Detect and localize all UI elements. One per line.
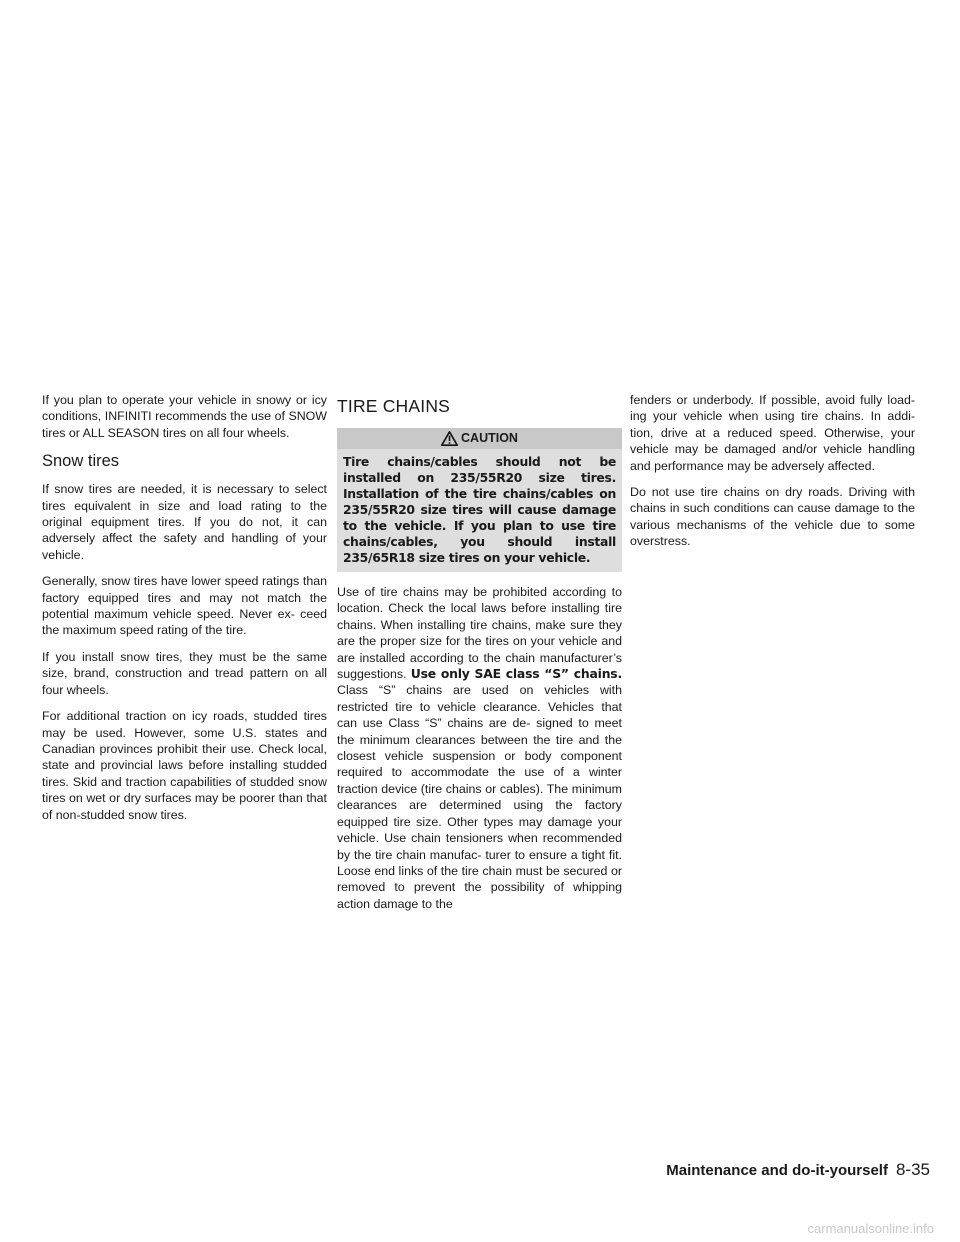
page-number: 8-35 <box>895 1160 930 1179</box>
continued-paragraph-2: Do not use tire chains on dry roads. Driving with chains in such conditions can cause damage to the various mechanisms of the vehicle due to some overstress. <box>630 485 915 549</box>
caution-text: Tire chains/cables should not be installed on 235/55R20 size tires. Installation of the tire chains/cables on 235/55R20 size tires will cause damage to the vehicle. If you plan to use tire chains/cables, you should install 235/65R18 size tires on your vehicle. <box>343 454 616 565</box>
chains-paragraph <box>337 584 622 912</box>
caution-header <box>337 428 622 449</box>
chains-text-a: Use of tire chains may be prohibited according to location. Check the local laws before installing tire chains. When installing tire chains, make sure they are the proper size for the tires on your vehicle and are installed according to the chain manufacturer’s suggestions. <box>337 585 622 682</box>
column-left <box>42 392 327 833</box>
snow-paragraph-4: For additional traction on icy roads, studded tires may be used. However, some U.S. states and Canadian provinces prohibit their use. Check local, state and provincial laws before installing studded tires. Skid and traction capabilities of studded snow tires on wet or dry surfaces may be poorer than that of non-studded snow tires. <box>42 709 327 822</box>
snow-paragraph-2: Generally, snow tires have lower speed ratings than factory equipped tires and may not match the potential maximum vehicle speed. Never ex- ceed the maximum speed rating of the tire. <box>42 574 327 638</box>
page-footer <box>650 1160 930 1180</box>
caution-title: CAUTION <box>461 431 518 445</box>
snow-paragraph-3: If you install snow tires, they must be the same size, brand, construction and tread pattern on all four wheels. <box>42 649 327 697</box>
caution-box <box>337 428 622 572</box>
intro-paragraph: If you plan to operate your vehicle in snowy or icy conditions, INFINITI recommends the use of SNOW tires or ALL SEASON tires on all four wheels. <box>42 393 327 440</box>
footer-section-title: Maintenance and do-it-yourself <box>666 1162 888 1179</box>
chains-text-b: Class “S” chains are used on vehicles with restricted tire to vehicle clearance. Vehicles that can use Class “S” chains are de- signed to meet the minimum clearances between the tire and the closest vehicle suspension or body component required to accommodate the use of a winter traction device (tire chains or cables). The minimum clearances are determined using the factory equipped tire size. Other types may damage your vehicle. Use chain tensioners when recommended by the tire chain manufac- turer to ensure a tight fit. Loose end links of the tire chain must be secured or removed to prevent the possibility of whipping action damage to the <box>337 683 622 911</box>
column-right <box>630 392 915 560</box>
watermark: carmanualsonline.info <box>807 1221 934 1236</box>
column-middle <box>337 392 622 922</box>
chains-sae-emphasis: Use only SAE class “S” chains. <box>410 666 622 682</box>
warning-triangle-icon <box>441 431 458 446</box>
tire-chains-heading: TIRE CHAINS <box>337 396 451 416</box>
continued-paragraph-1: fenders or underbody. If possible, avoid fully load- ing your vehicle when using tire chains. In addi- tion, drive at a reduced speed. Otherwise, your vehicle may be damaged and/or vehicle handling and performance may be adversely affected. <box>630 393 915 473</box>
snow-tires-heading: Snow tires <box>42 452 120 471</box>
snow-paragraph-1: If snow tires are needed, it is necessary to select tires equivalent in size and load rating to the original equipment tires. If you do not, it can adversely affect the safety and handling of your vehicle. <box>42 482 327 562</box>
